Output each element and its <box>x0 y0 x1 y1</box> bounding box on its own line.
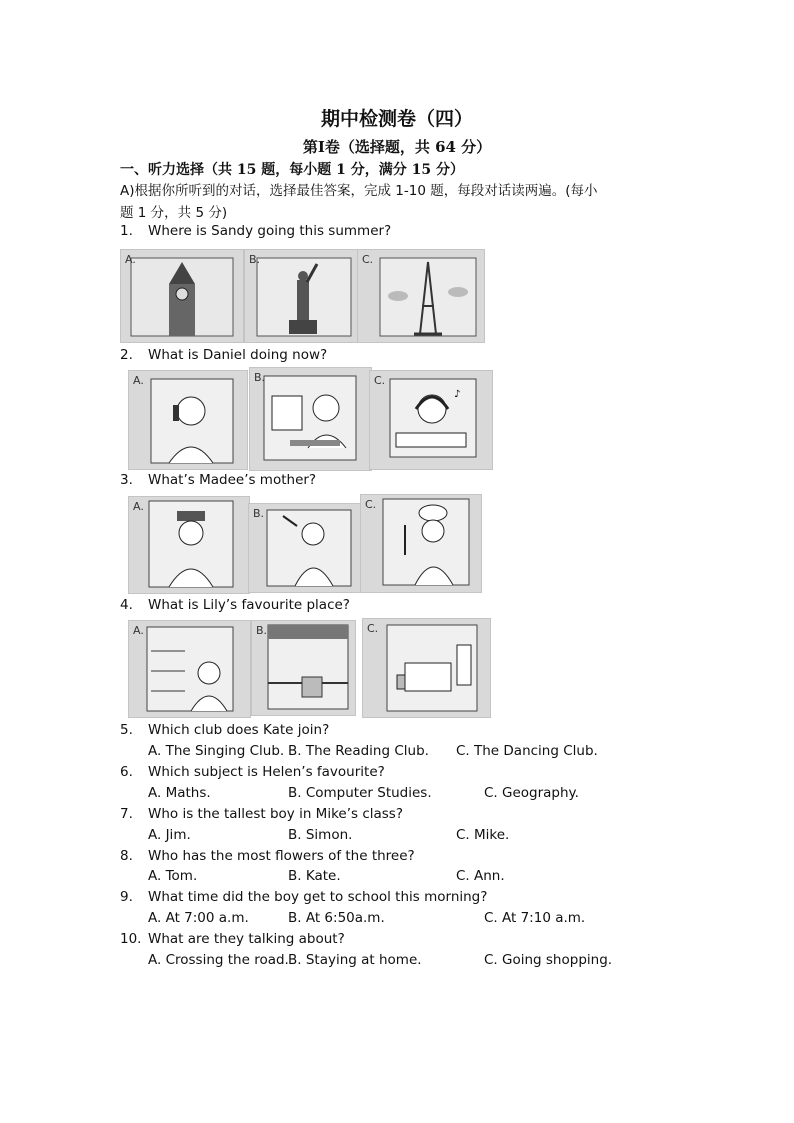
option-c[interactable]: C. Geography. <box>484 785 579 801</box>
phone-call-icon <box>129 371 247 469</box>
picture-label: B. <box>254 371 266 384</box>
question-number: 8. <box>120 848 133 864</box>
picture-label: B. <box>249 253 261 266</box>
question-6 <box>120 764 385 780</box>
question-text: What time did the boy get to school this morning? <box>148 889 488 905</box>
option-a[interactable]: A. Tom. <box>148 868 198 884</box>
question-1 <box>120 223 391 239</box>
balcony-icon <box>252 621 355 715</box>
option-b[interactable]: B. Simon. <box>288 827 353 843</box>
question-4 <box>120 597 350 613</box>
picture-policeman[interactable] <box>128 496 250 594</box>
picture-cook[interactable] <box>360 494 482 593</box>
chef-icon <box>361 495 481 592</box>
bedroom-icon <box>363 619 490 717</box>
question-text: What’s Madee’s mother? <box>148 472 317 488</box>
question-number: 1. <box>120 223 133 239</box>
question-number: 4. <box>120 597 133 613</box>
picture-label: A. <box>133 500 144 513</box>
picture-label: B. <box>256 624 268 637</box>
question-number: 7. <box>120 806 133 822</box>
question-text: What are they talking about? <box>148 931 345 947</box>
picture-label: A. <box>133 624 144 637</box>
policeman-icon <box>129 497 249 593</box>
question-text: Who has the most flowers of the three? <box>148 848 415 864</box>
option-b[interactable]: B. Computer Studies. <box>288 785 432 801</box>
computer-icon <box>250 368 371 470</box>
picture-bedroom[interactable] <box>362 618 491 718</box>
picture-listening-music[interactable] <box>369 370 493 470</box>
section-heading: 一、听力选择（共 15 题，每小题 1 分，满分 15 分） <box>120 162 464 178</box>
picture-label: C. <box>362 253 374 266</box>
picture-library[interactable] <box>128 620 251 718</box>
question-2 <box>120 347 327 363</box>
instruction-line-2: 题 1 分，共 5 分) <box>120 205 228 221</box>
picture-phone-call[interactable] <box>128 370 248 470</box>
picture-label: C. <box>367 622 379 635</box>
option-c[interactable]: C. Going shopping. <box>484 952 613 968</box>
statue-of-liberty-icon <box>245 250 359 342</box>
picture-statue-of-liberty[interactable] <box>244 249 360 343</box>
question-text: Which club does Kate join? <box>148 722 330 738</box>
option-a[interactable]: A. Crossing the road. <box>148 952 289 968</box>
picture-computer[interactable] <box>249 367 372 471</box>
big-ben-icon <box>121 250 243 342</box>
option-a[interactable]: A. At 7:00 a.m. <box>148 910 249 926</box>
option-c[interactable]: C. Ann. <box>456 868 505 884</box>
picture-label: C. <box>365 498 377 511</box>
picture-label: B. <box>253 507 265 520</box>
option-c[interactable]: C. Mike. <box>456 827 510 843</box>
option-b[interactable]: B. The Reading Club. <box>288 743 429 759</box>
picture-balcony[interactable] <box>251 620 356 716</box>
page-title: 期中检测卷（四） <box>320 108 473 130</box>
option-a[interactable]: A. Maths. <box>148 785 211 801</box>
option-b[interactable]: B. Kate. <box>288 868 341 884</box>
headphones-icon <box>370 371 492 469</box>
question-number: 3. <box>120 472 133 488</box>
question-5 <box>120 722 329 738</box>
question-10 <box>120 931 345 947</box>
option-b[interactable]: B. Staying at home. <box>288 952 422 968</box>
question-text: What is Lily’s favourite place? <box>148 597 350 613</box>
option-a[interactable]: A. Jim. <box>148 827 191 843</box>
eiffel-tower-icon <box>358 250 484 342</box>
instruction-line-1: A)根据你所听到的对话，选择最佳答案，完成 1-10 题，每段对话读两遍。(每小 <box>120 183 598 199</box>
question-8 <box>120 848 415 864</box>
question-number: 2. <box>120 347 133 363</box>
page-subtitle: 第Ⅰ卷（选择题，共 64 分） <box>302 138 492 156</box>
teacher-icon <box>249 504 361 592</box>
picture-eiffel-tower[interactable] <box>357 249 485 343</box>
question-number: 6. <box>120 764 133 780</box>
question-number: 5. <box>120 722 133 738</box>
question-number: 10. <box>120 931 142 947</box>
picture-big-ben[interactable] <box>120 249 244 343</box>
option-c[interactable]: C. At 7:10 a.m. <box>484 910 586 926</box>
picture-teacher[interactable] <box>248 503 362 593</box>
question-text: Who is the tallest boy in Mike’s class? <box>148 806 404 822</box>
question-3 <box>120 472 316 488</box>
option-b[interactable]: B. At 6:50a.m. <box>288 910 385 926</box>
question-number: 9. <box>120 889 133 905</box>
question-9 <box>120 889 487 905</box>
question-text: What is Daniel doing now? <box>148 347 328 363</box>
picture-label: A. <box>133 374 144 387</box>
option-a[interactable]: A. The Singing Club. <box>148 743 285 759</box>
option-c[interactable]: C. The Dancing Club. <box>456 743 598 759</box>
question-7 <box>120 806 403 822</box>
picture-label: A. <box>125 253 136 266</box>
picture-label: C. <box>374 374 386 387</box>
question-text: Which subject is Helen’s favourite? <box>148 764 385 780</box>
library-icon <box>129 621 250 717</box>
section-instruction <box>120 180 680 224</box>
svg-text:♪: ♪ <box>454 389 461 400</box>
question-text: Where is Sandy going this summer? <box>148 223 392 239</box>
